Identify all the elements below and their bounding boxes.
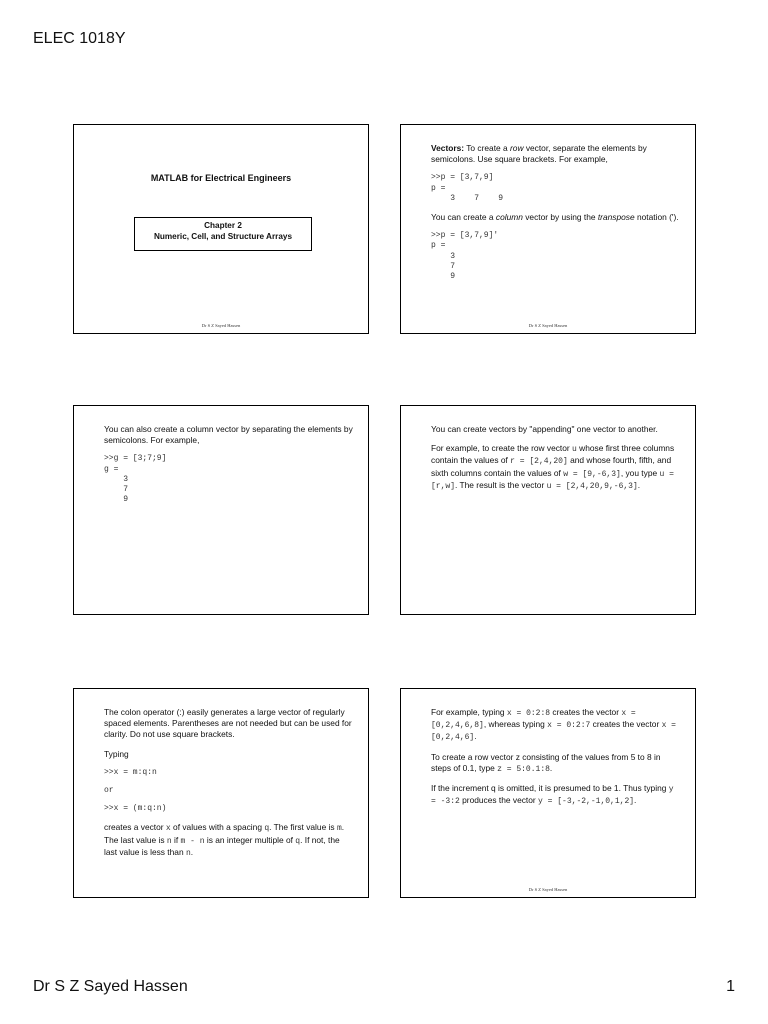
- text-span: .: [549, 762, 553, 773]
- code-block-row-vector: >>p = [3,7,9] p = 3 7 9: [431, 173, 504, 203]
- text-span: , whereas typing: [483, 719, 548, 730]
- slide-colon-operator: [73, 688, 369, 898]
- text-span: creates the vector: [550, 707, 622, 717]
- inline-code: m - n: [180, 836, 205, 846]
- code-block-transpose: >>p = [3,7,9]' p = 3 7 9: [431, 231, 499, 282]
- code-block-column-vector: >>g = [3;7;9] g = 3 7 9: [104, 454, 167, 505]
- chapter-subtitle: Numeric, Cell, and Structure Arrays: [153, 231, 293, 241]
- text-span: For example, to create the row vector: [431, 443, 573, 454]
- transpose-word: transpose: [597, 212, 635, 223]
- slide-body: [431, 424, 681, 500]
- row-word: row: [510, 143, 524, 153]
- course-code-header: ELEC 1018Y: [33, 30, 126, 47]
- text-span: . The first value is: [269, 822, 337, 833]
- slide-body: [104, 707, 354, 867]
- slide-title-heading: MATLAB for Electrical Engineers: [150, 173, 292, 183]
- slide-footer: Dr S Z Sayed Hassen: [528, 323, 568, 328]
- slide-vectors: [400, 124, 696, 334]
- inline-code: z = 5:0.1:8: [497, 764, 550, 774]
- inline-code: u = [r,w]: [431, 469, 674, 491]
- text-span: notation (').: [634, 212, 679, 223]
- slide-footer: Dr S Z Sayed Hassen: [201, 323, 241, 328]
- inline-code: x = 0:2:8: [506, 709, 551, 718]
- text-span: , you type: [620, 467, 660, 478]
- inline-code: m: [336, 824, 342, 834]
- page-number: 1: [726, 978, 735, 995]
- text-span: and whose fourth, fifth, and sixth columns contain the values of: [431, 455, 672, 478]
- text-span: of values with a spacing: [170, 822, 265, 833]
- inline-code: x = [0,2,4,6]: [431, 721, 676, 743]
- inline-code: x = 0:2:7: [547, 721, 591, 731]
- text-span: is an integer multiple of: [204, 834, 296, 845]
- inline-code: u = [2,4,20,9,-6,3]: [546, 481, 638, 491]
- slide-column-vector: [73, 405, 369, 615]
- colon-explanation-text: [104, 822, 354, 859]
- column-word: column: [495, 212, 523, 223]
- inline-code: q: [264, 824, 270, 834]
- text-span: If the increment q is omitted, it is presumed to be 1. Thus typing: [431, 783, 669, 794]
- code-or: or: [104, 786, 114, 796]
- text-span: To create a row vector z consisting of the values from 5 to 8 in steps of 0.1, type: [431, 751, 661, 773]
- text-span: For example, typing: [431, 707, 507, 717]
- colon-intro-text: The colon operator (:) easily generates a large vector of regularly spaced elements. Parentheses are not needed but can be used for clarity. Do not use square brackets.: [104, 707, 352, 740]
- inline-code: n: [185, 848, 191, 858]
- column-vector-semicolon-text: You can also create a column vector by separating the elements by semicolons. For example,: [104, 424, 353, 446]
- text-span: . The result is the vector: [455, 479, 547, 490]
- text-span: To create a: [464, 143, 510, 153]
- appending-example-text: [431, 443, 681, 492]
- chapter-box: [134, 217, 312, 251]
- inline-code: x = [0,2,4,6,8]: [431, 709, 636, 731]
- slide-footer: Dr S Z Sayed Hassen: [528, 887, 568, 892]
- colon-example-text: [431, 707, 681, 744]
- vectors-label: Vectors:: [431, 143, 465, 153]
- slide-body: [104, 424, 354, 513]
- author-footer: Dr S Z Sayed Hassen: [33, 978, 188, 995]
- text-span: .: [634, 795, 637, 806]
- text-span: vector by using the: [522, 212, 598, 223]
- slide-title: [73, 124, 369, 334]
- text-span: creates a vector: [104, 822, 166, 833]
- row-vector-z-text: [431, 752, 681, 775]
- vectors-intro-text: [431, 143, 681, 165]
- text-span: . If not, the last value is less than: [104, 834, 340, 857]
- text-span: vector, separate the elements by semicolons. Use square brackets. For example,: [431, 143, 647, 165]
- text-span: .: [190, 846, 194, 857]
- slide-appending: [400, 405, 696, 615]
- inline-code: x: [165, 824, 171, 834]
- text-span: .: [474, 731, 477, 742]
- column-vector-text: [431, 212, 681, 223]
- text-span: whose first three columns contain the values of: [431, 443, 675, 466]
- increment-omitted-text: [431, 783, 681, 807]
- inline-code: y = [-3,-2,-1,0,1,2]: [538, 797, 635, 807]
- typing-label: Typing: [104, 748, 129, 759]
- slide-body: [431, 143, 681, 290]
- code-colon-syntax: >>x = m:q:n: [104, 767, 157, 777]
- inline-code: y = -3:2: [431, 785, 674, 807]
- inline-code: r = [2,4,20]: [510, 457, 568, 467]
- inline-code: w = [9,-6,3]: [563, 469, 621, 479]
- text-span: produces the vector: [459, 795, 539, 806]
- inline-code: n: [166, 836, 172, 846]
- chapter-label: Chapter 2: [204, 221, 242, 230]
- text-span: .: [637, 479, 641, 490]
- code-colon-syntax-parens: >>x = (m:q:n): [104, 804, 167, 814]
- text-span: . The last value is: [104, 822, 345, 845]
- appending-intro-text: You can create vectors by "appending" one vector to another.: [431, 424, 658, 434]
- text-span: You can create a: [431, 212, 496, 223]
- text-span: if: [171, 834, 181, 845]
- inline-code: q: [295, 836, 301, 846]
- inline-code: u: [572, 445, 577, 455]
- slide-body: [431, 707, 681, 815]
- slide-colon-examples: [400, 688, 696, 898]
- text-span: creates the vector: [590, 719, 662, 730]
